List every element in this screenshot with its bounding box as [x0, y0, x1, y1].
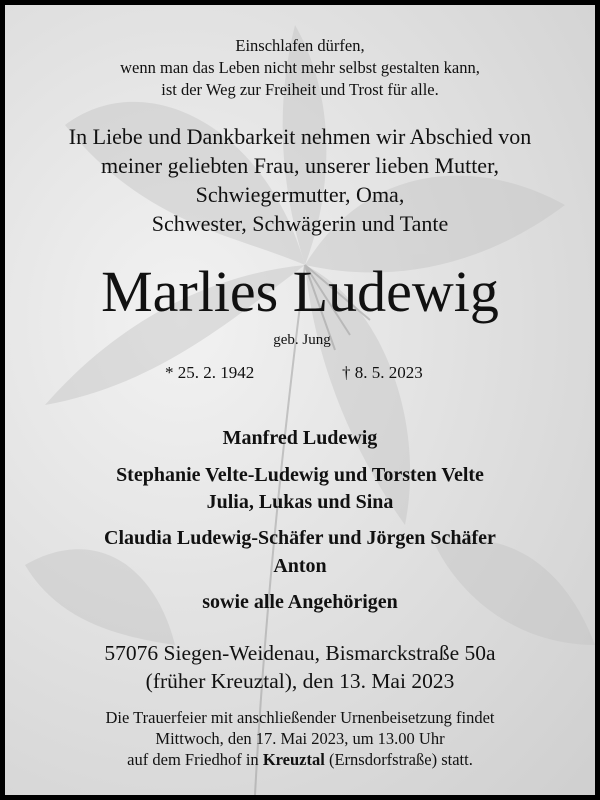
death-date: † 8. 5. 2023 [342, 363, 423, 382]
intro-line: Schwester, Schwägerin und Tante [151, 211, 449, 236]
funeral-place: Kreuztal [262, 750, 325, 769]
mourner-line: Stephanie Velte-Ludewig und Torsten Velte [116, 464, 484, 486]
motto-line: Einschlafen dürfen, [235, 36, 365, 55]
intro-line: In Liebe und Dankbarkeit nehmen wir Abschied von [68, 124, 532, 149]
mourner-line: Manfred Ludewig [222, 427, 378, 449]
motto-line: ist der Weg zur Freiheit und Trost für alle. [161, 80, 439, 99]
mourner-line: Anton [273, 555, 327, 577]
motto-line: wenn man das Leben nicht mehr selbst gestalten kann, [120, 58, 480, 77]
funeral-line: Mittwoch, den 17. Mai 2023, um 13.00 Uhr [155, 729, 445, 748]
mourner-line: Claudia Ludewig-Schäfer und Jörgen Schäfer [104, 527, 496, 549]
funeral-line: Die Trauerfeier mit anschließender Urnenbeisetzung findet [105, 708, 495, 727]
mourner-line: sowie alle Angehörigen [202, 591, 398, 613]
deceased-name: Marlies Ludewig [101, 259, 499, 324]
funeral-text: (Ernsdorfstraße) statt. [324, 750, 473, 769]
funeral-line [5, 749, 595, 770]
maiden-name: geb. Jung [273, 332, 331, 348]
address-line: (früher Kreuztal), den 13. Mai 2023 [145, 669, 455, 693]
birth-date: * 25. 2. 1942 [165, 363, 255, 382]
intro-line: Schwiegermutter, Oma, [195, 182, 405, 207]
funeral-text: auf dem Friedhof in [127, 750, 263, 769]
mourner-line: Julia, Lukas und Sina [206, 491, 394, 513]
address-line: 57076 Siegen-Weidenau, Bismarckstraße 50a [104, 641, 496, 665]
intro-line: meiner geliebten Frau, unserer lieben Mutter, [100, 153, 500, 178]
